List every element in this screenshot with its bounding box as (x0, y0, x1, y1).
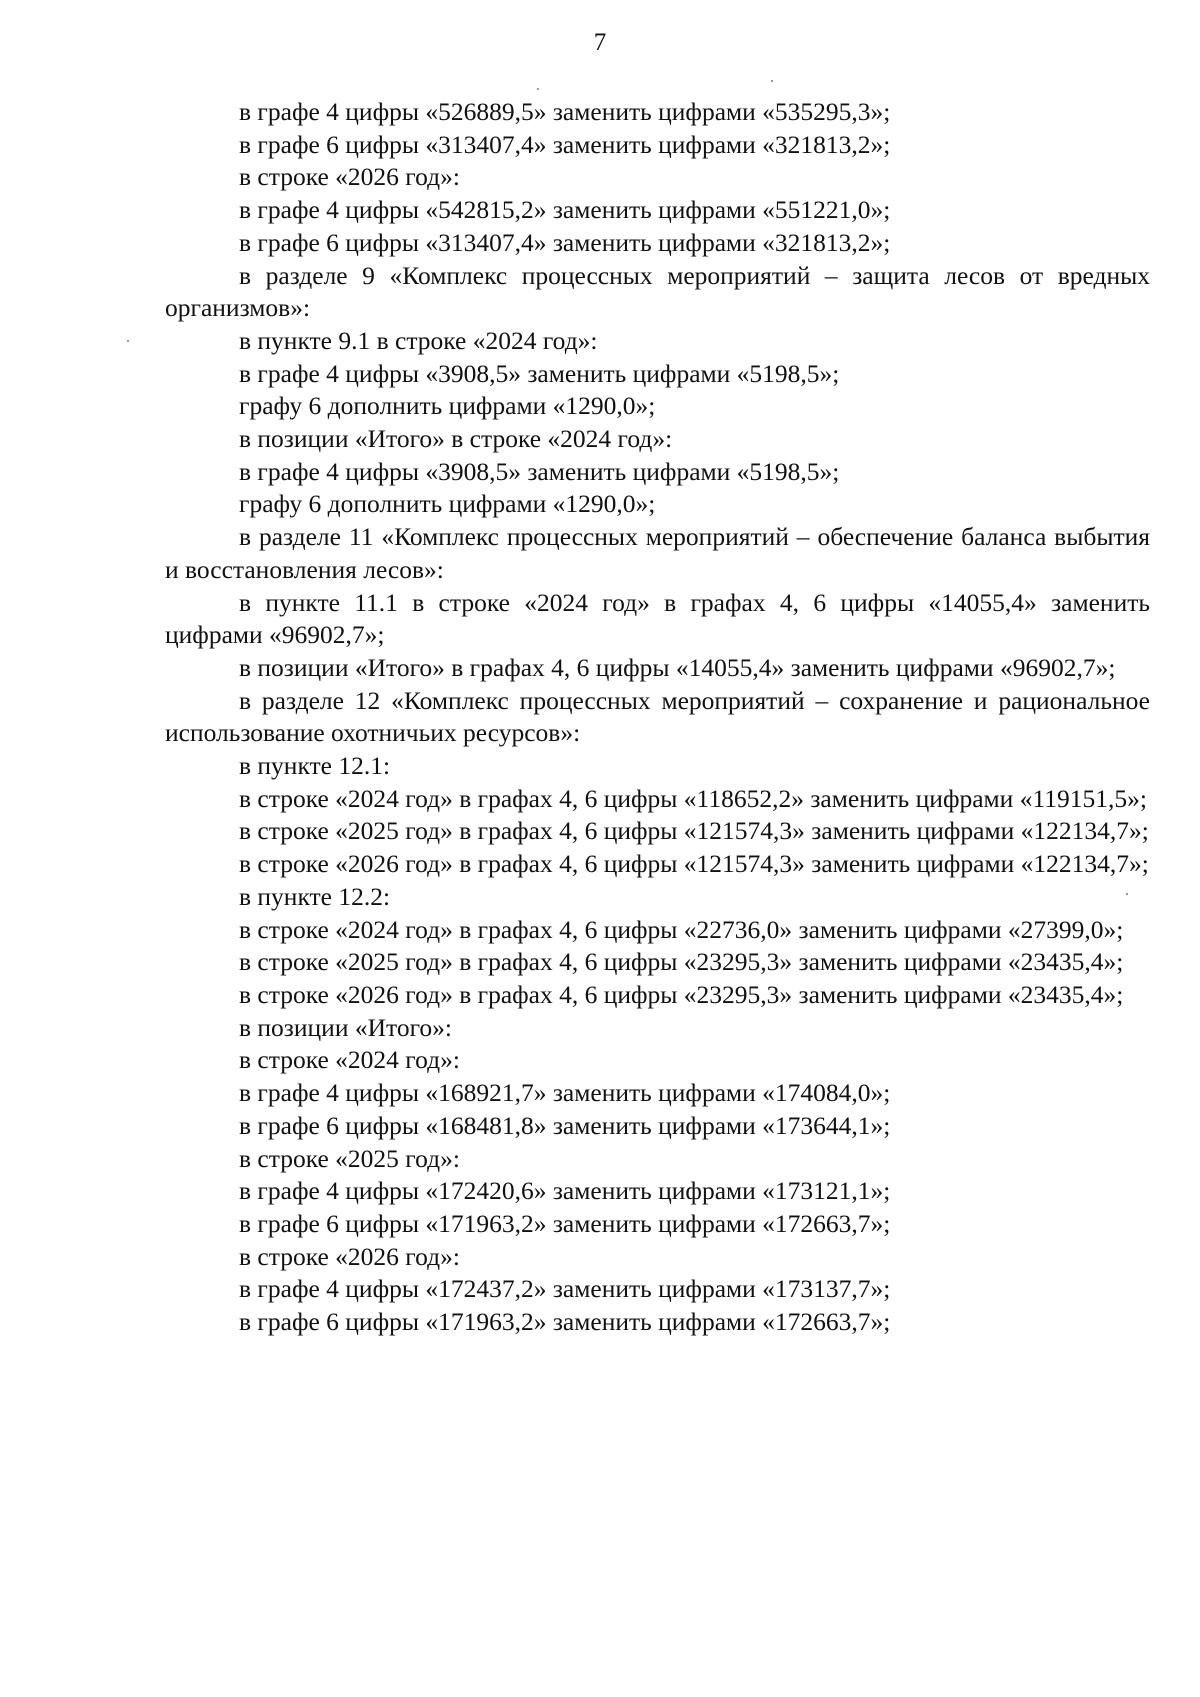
paragraph: графу 6 дополнить цифрами «1290,0»; (239, 391, 656, 421)
paragraph: в пункте 12.1: (239, 751, 391, 781)
paragraph: в графе 6 цифры «313407,4» заменить цифрами «321813,2»; (239, 227, 891, 257)
scan-speck (127, 340, 129, 342)
paragraph: в графе 4 цифры «172437,2» заменить цифрами «173137,7»; (239, 1274, 891, 1304)
page-number: 7 (593, 29, 607, 56)
scan-speck (537, 88, 539, 90)
paragraph: в строке «2026 год»: (239, 1241, 460, 1271)
paragraph: в строке «2024 год» в графах 4, 6 цифры «22736,0» заменить цифрами «27399,0»; (239, 914, 1124, 944)
paragraph: в строке «2024 год»: (239, 1045, 460, 1075)
paragraph: в графе 4 цифры «3908,5» заменить цифрами «5198,5»; (239, 456, 840, 486)
paragraph: в графе 4 цифры «168921,7» заменить цифрами «174084,0»; (239, 1078, 891, 1108)
paragraph: в графе 4 цифры «3908,5» заменить цифрами «5198,5»; (239, 358, 840, 388)
document-body (165, 96, 1150, 1339)
paragraph: в строке «2026 год» в графах 4, 6 цифры «121574,3» заменить цифрами «122134,7»; (239, 849, 1149, 879)
paragraph: в графе 6 цифры «313407,4» заменить цифрами «321813,2»; (239, 129, 891, 159)
paragraph: в графе 4 цифры «542815,2» заменить цифрами «551221,0»; (239, 195, 891, 225)
paragraph: в графе 4 цифры «526889,5» заменить цифрами «535295,3»; (239, 97, 891, 126)
paragraph: в графе 6 цифры «168481,8» заменить цифрами «173644,1»; (239, 1110, 891, 1140)
paragraph: графу 6 дополнить цифрами «1290,0»; (239, 489, 656, 519)
paragraph: в графе 6 цифры «171963,2» заменить цифрами «172663,7»; (239, 1208, 891, 1238)
paragraph: в пункте 11.1 в строке «2024 год» в графах 4, 6 цифры «14055,4» заменить цифрами «96902,7»; (165, 587, 1150, 650)
paragraph: в позиции «Итого» в графах 4, 6 цифры «14055,4» заменить цифрами «96902,7»; (239, 652, 1116, 682)
paragraph: в разделе 9 «Комплекс процессных мероприятий – защита лесов от вредных организмов»: (165, 260, 1150, 323)
paragraph: в строке «2025 год»: (239, 1143, 460, 1173)
paragraph: в графе 4 цифры «172420,6» заменить цифрами «173121,1»; (239, 1176, 891, 1206)
paragraph: в разделе 11 «Комплекс процессных мероприятий – обеспечение баланса выбытия и восстановления лесов»: (165, 522, 1150, 584)
paragraph: в строке «2024 год» в графах 4, 6 цифры «118652,2» заменить цифрами «119151,5»; (239, 783, 1147, 813)
scan-speck (771, 80, 773, 82)
paragraph: в пункте 9.1 в строке «2024 год»: (239, 325, 598, 355)
paragraph: в разделе 12 «Комплекс процессных мероприятий – сохранение и рациональное использование охотничьих ресурсов»: (165, 685, 1150, 748)
paragraph: в позиции «Итого»: (239, 1012, 452, 1042)
paragraph: в строке «2025 год» в графах 4, 6 цифры «23295,3» заменить цифрами «23435,4»; (239, 947, 1124, 977)
paragraph: в строке «2026 год»: (239, 162, 460, 192)
paragraph: в строке «2026 год» в графах 4, 6 цифры «23295,3» заменить цифрами «23435,4»; (239, 979, 1124, 1009)
paragraph: в позиции «Итого» в строке «2024 год»: (239, 424, 673, 454)
paragraph: в пункте 12.2: (239, 881, 391, 911)
paragraph: в строке «2025 год» в графах 4, 6 цифры «121574,3» заменить цифрами «122134,7»; (239, 816, 1149, 846)
paragraph: в графе 6 цифры «171963,2» заменить цифрами «172663,7»; (239, 1307, 891, 1337)
